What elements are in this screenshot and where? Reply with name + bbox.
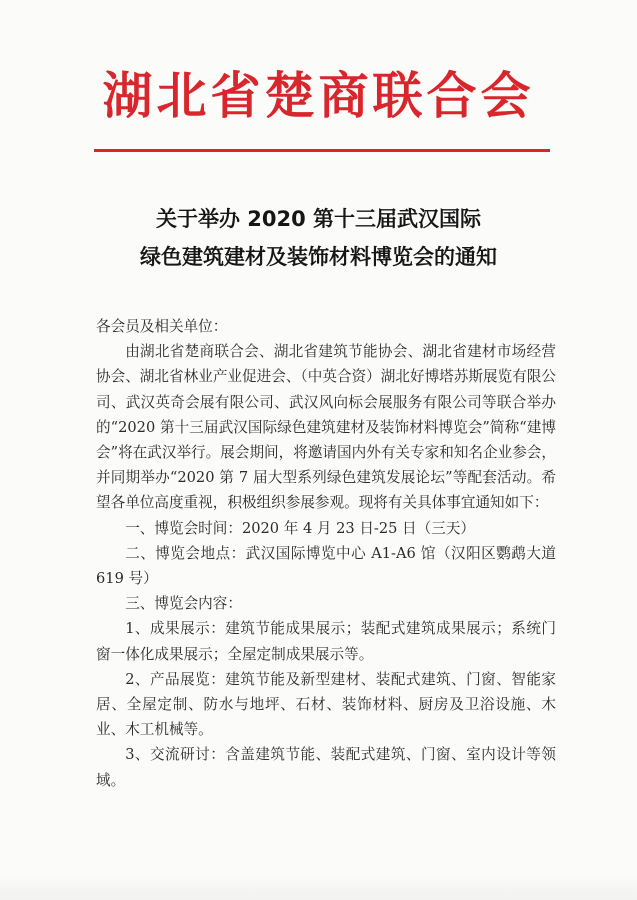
header-divider-line <box>94 149 550 152</box>
notice-body <box>96 314 556 793</box>
content-sub-1: 1、成果展示：建筑节能成果展示；装配式建筑成果展示；系统门窗一体化成果展示；全屋定制成果展示等。 <box>96 620 556 663</box>
item-location: 二、博览会地点：武汉国际博览中心 A1-A6 馆（汉阳区鹦鹉大道 619 号） <box>96 544 556 588</box>
title-line-1: 关于举办 2020 第十三届武汉国际 <box>155 207 482 231</box>
title-line-2: 绿色建筑建材及装饰材料博览会的通知 <box>140 245 497 269</box>
item-time: 一、博览会时间：2020 年 4 月 23 日-25 日（三天） <box>125 519 476 537</box>
notice-title <box>0 200 637 276</box>
salutation: 各会员及相关单位： <box>96 318 228 335</box>
content-sub-3: 3、交流研讨：含盖建筑节能、装配式建筑、门窗、室内设计等领域。 <box>96 746 556 789</box>
organization-header: 湖北省楚商联合会 <box>102 67 535 125</box>
page-bottom-shade <box>0 874 637 900</box>
content-sub-2: 2、产品展览：建筑节能及新型建材、装配式建筑、门窗、智能家居、全屋定制、防水与地坪、石材、装饰材料、厨房及卫浴设施、木业、木工机械等。 <box>96 670 556 739</box>
intro-paragraph: 由湖北省楚商联合会、湖北省建筑节能协会、湖北省建材市场经营协会、湖北省林业产业促进会、（中英合资）湖北好博塔苏斯展览有限公司、武汉英奇会展有限公司、武汉风向标会展服务有限公司等联合举办的“2020 第十三届武汉国际绿色建筑建材及装饰材料博览会”简称“建博会”将在武汉举行。展会期间，将邀请国内外有关专家和知名企业参会，并同期举办“2020 第 7 届大型系列绿色建筑发展论坛”等配套活动。希望各单位高度重视，积极组织参展参观。现将有关具体事宜通知如下： <box>96 343 556 512</box>
item-content-heading: 三、博览会内容： <box>125 595 242 613</box>
